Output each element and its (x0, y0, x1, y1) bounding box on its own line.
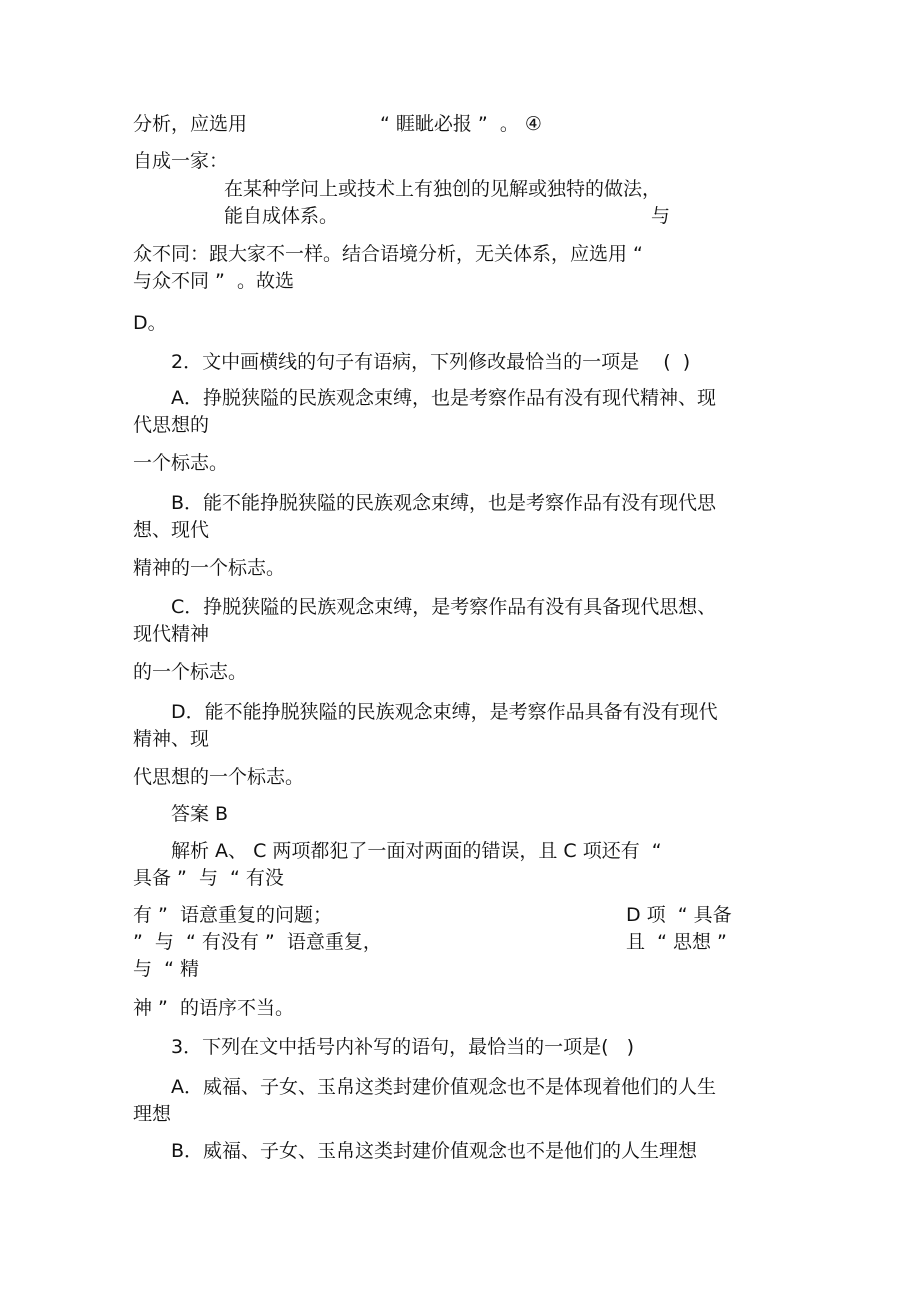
option-c-cont: 的一个标志。 (133, 661, 248, 683)
option-a: A．威福、子女、玉帛这类封建价值观念也不是体现着他们的人生 (171, 1076, 716, 1098)
option-b: B．威福、子女、玉帛这类封建价值观念也不是他们的人生理想 (171, 1140, 698, 1162)
option-a-cont: 理想 (133, 1103, 172, 1125)
explanation: 神 ” 的语序不当。 (133, 997, 294, 1019)
option-a: A．挣脱狭隘的民族观念束缚，也是考察作品有没有现代精神、现 (171, 387, 716, 409)
text-line: 在某种学问上或技术上有独创的见解或独特的做法， (224, 178, 662, 200)
explanation: 且 “ 思想 ” (626, 931, 727, 953)
explanation: 具备 ” 与 “ 有没 (133, 867, 284, 889)
explanation: 与 “ 精 (133, 958, 199, 980)
explanation: D 项 “ 具备 (626, 904, 732, 926)
option-d-cont: 精神、现 (133, 728, 210, 750)
explanation: 解析 A、 C 两项都犯了一面对两面的错误，且 C 项还有 “ (171, 840, 662, 862)
option-b-cont: 想、现代 (133, 519, 210, 541)
text-line: 众不同：跟大家不一样。结合语境分析，无关体系，应选用 “ (133, 243, 643, 265)
text-line: 能自成体系。 (224, 205, 339, 227)
answer: 答案 B (171, 803, 229, 825)
text-line: 与 (651, 205, 671, 227)
explanation: ” 与 “ 有没有 ” 语意重复， (133, 931, 382, 953)
option-c-cont: 现代精神 (133, 623, 210, 645)
text-line: D。 (133, 312, 167, 334)
question-2: 2．文中画横线的句子有语病，下列修改最恰当的一项是 ( ) (171, 351, 691, 373)
option-d: D．能不能挣脱狭隘的民族观念束缚，是考察作品具备有没有现代 (171, 701, 718, 723)
text-line: 与众不同 ” 。故选 (133, 270, 294, 292)
text-line: 分析，应选用 (133, 113, 248, 135)
option-c: C．挣脱狭隘的民族观念束缚，是考察作品有没有具备现代思想、 (171, 596, 717, 618)
explanation: 有 ” 语意重复的问题； (133, 904, 332, 926)
option-a-cont: 一个标志。 (133, 452, 229, 474)
option-a-cont: 代思想的 (133, 414, 210, 436)
option-b-cont: 精神的一个标志。 (133, 557, 286, 579)
text-line: “ 睚眦必报 ” 。 ④ (380, 113, 542, 135)
question-3: 3．下列在文中括号内补写的语句，最恰当的一项是( ) (171, 1036, 635, 1058)
text-line: 自成一家： (133, 150, 229, 172)
option-b: B．能不能挣脱狭隘的民族观念束缚，也是考察作品有没有现代思 (171, 492, 717, 514)
option-d-cont: 代思想的一个标志。 (133, 766, 305, 788)
